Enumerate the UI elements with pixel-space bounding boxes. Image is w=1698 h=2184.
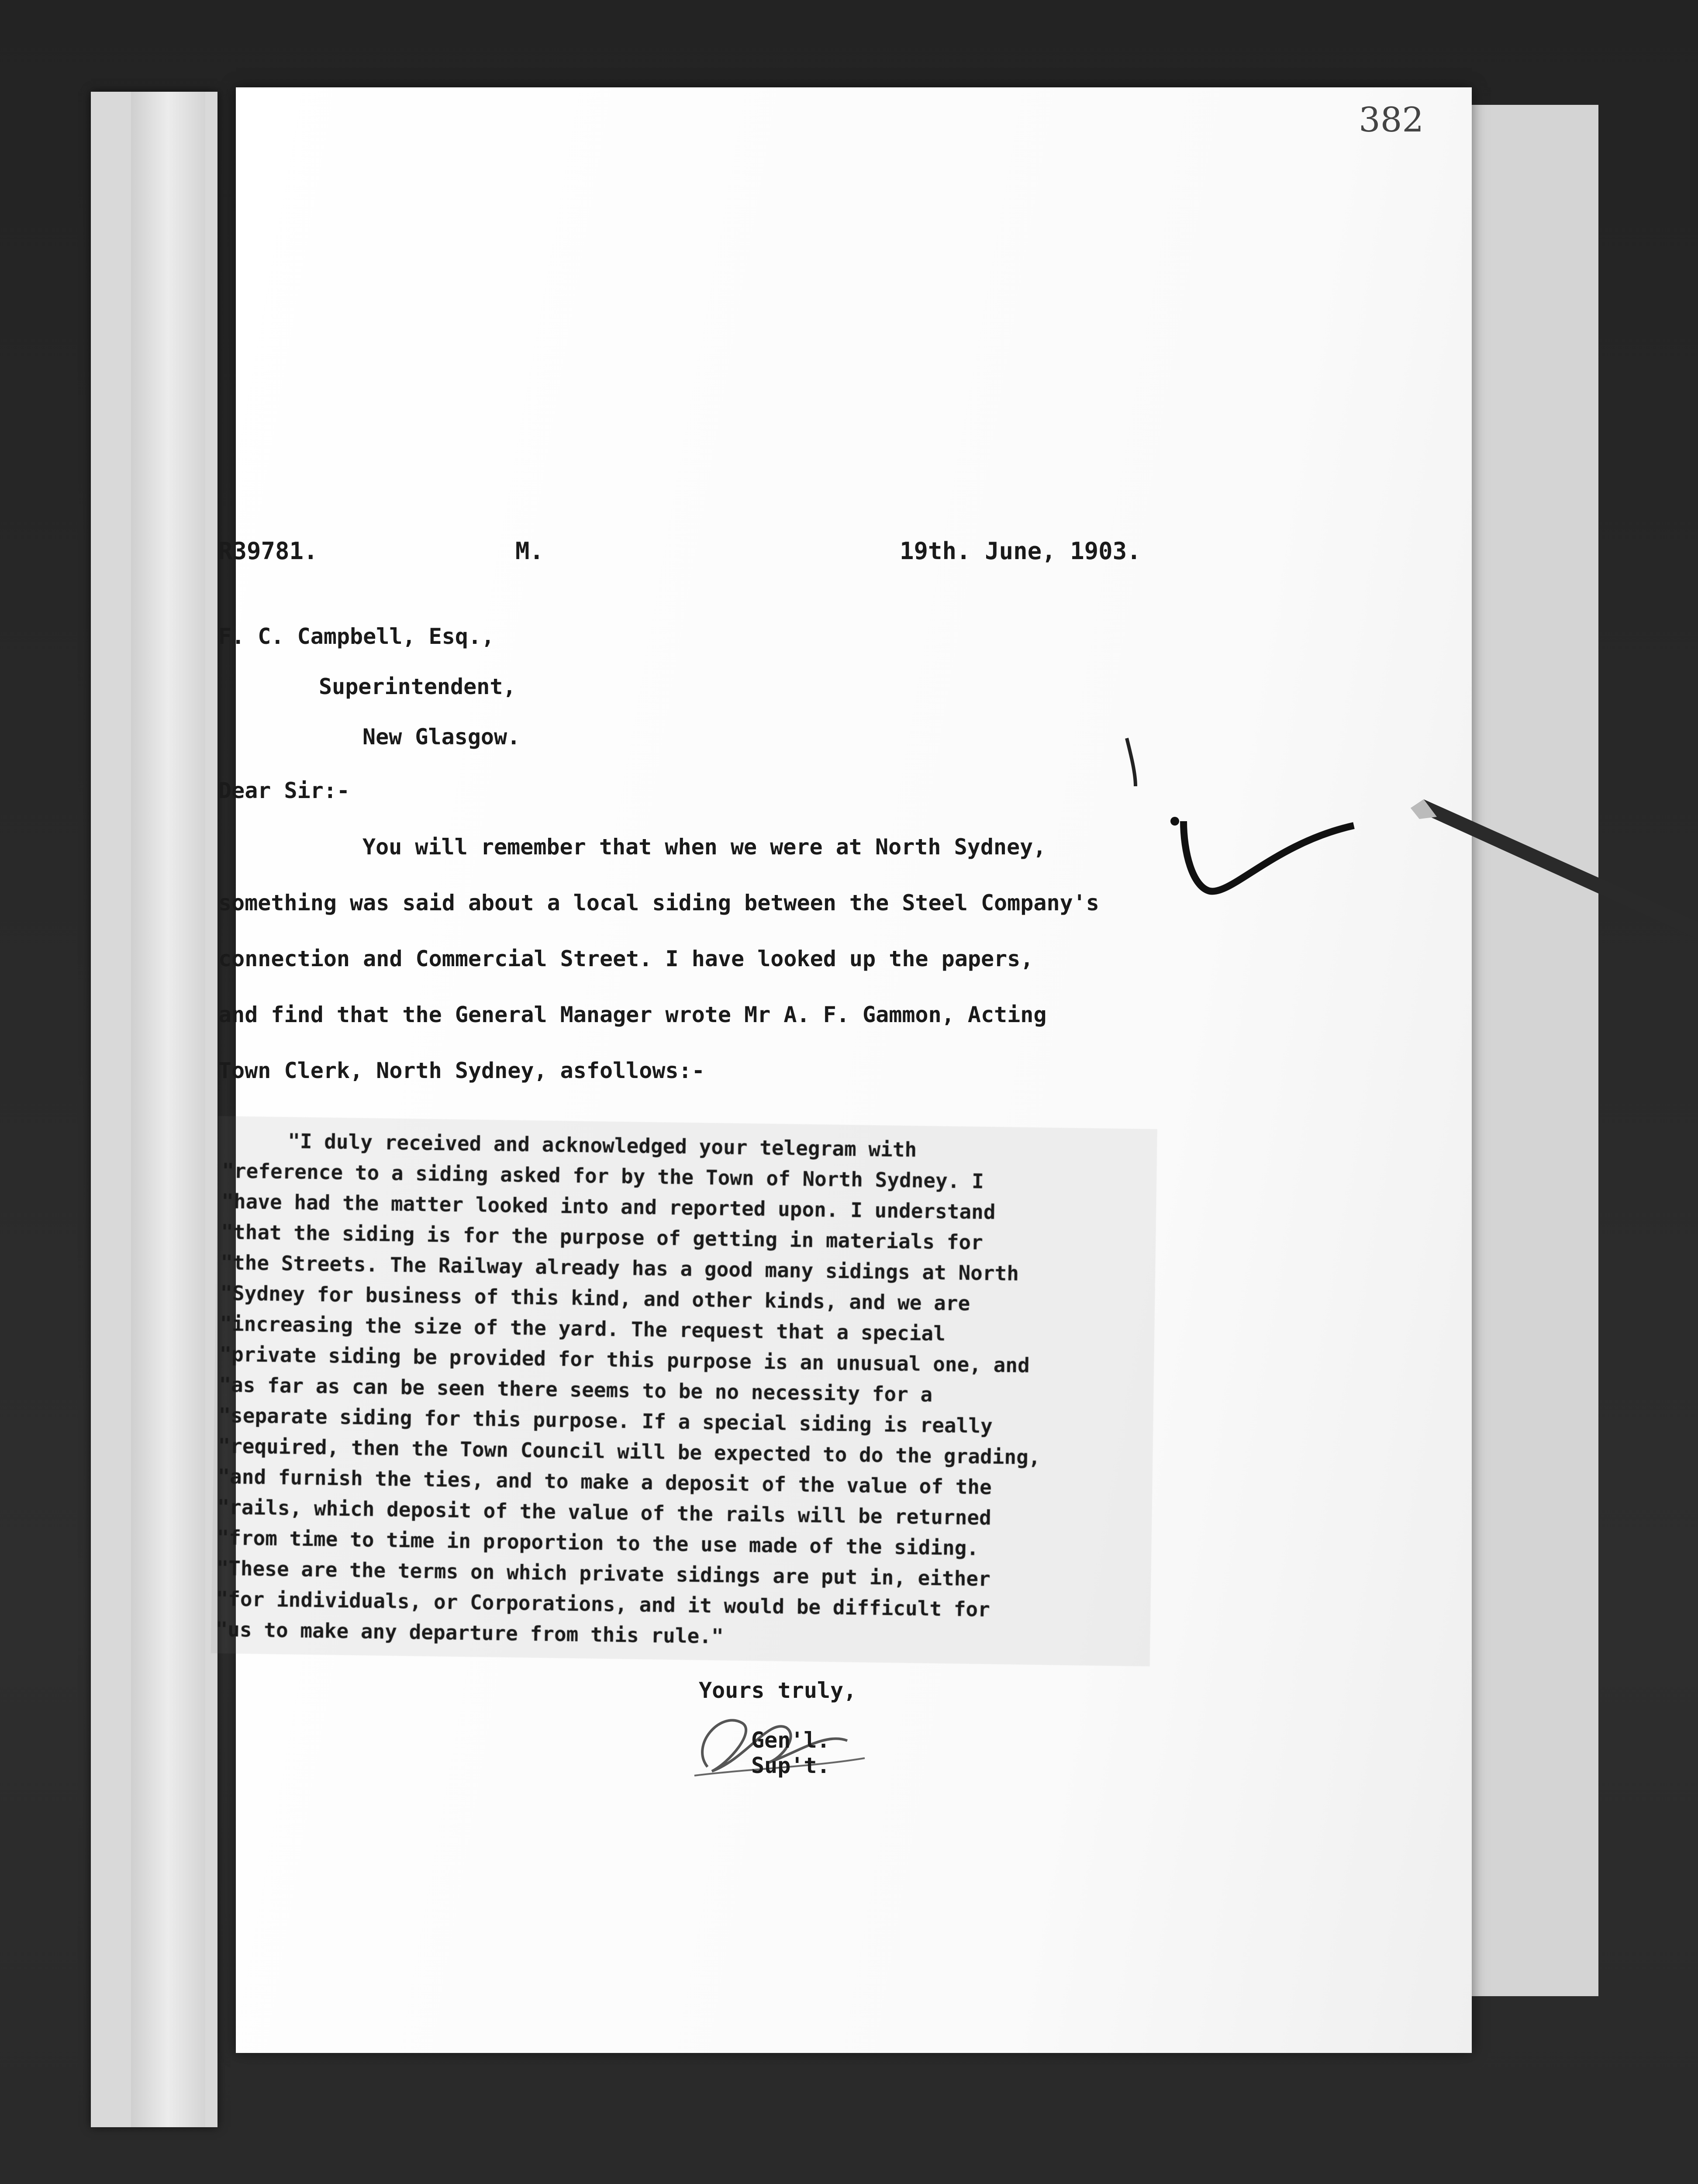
body-line: and find that the General Manager wrote Mr A. F. Gammon, Acting	[218, 1002, 1047, 1027]
body-paragraph	[218, 819, 1157, 1099]
quote-line: "for individuals, or Corporations, and it would be difficult for	[216, 1587, 990, 1621]
quote-line: "These are the terms on which private sidings are put in, either	[216, 1556, 991, 1591]
salutation: Dear Sir:-	[218, 778, 350, 803]
addressee-name: F. C. Campbell, Esq.,	[218, 624, 495, 649]
signature-block	[681, 1710, 900, 1784]
quote-line: "reference to a siding asked for by the Town of North Sydney. I	[221, 1159, 984, 1193]
quote-line: "have had the matter looked into and reported upon. I understand	[221, 1189, 996, 1224]
closing: Yours truly,	[699, 1678, 857, 1703]
quote-line: "that the siding is for the purpose of getting in materials for	[221, 1220, 984, 1254]
quoted-letter	[211, 1116, 1157, 1666]
quote-line: "from time to time in proportion to the use made of the siding.	[217, 1526, 979, 1560]
quote-line: "increasing the size of the yard. The request that a special	[219, 1312, 946, 1346]
body-line: something was said about a local siding between the Steel Company's	[218, 890, 1099, 916]
quote-line: "rails, which deposit of the value of the rails will be returned	[217, 1495, 992, 1530]
quote-line: "separate siding for this purpose. If a special siding is really	[218, 1403, 993, 1438]
letter-mark: M.	[515, 537, 544, 565]
addressee-title: Superintendent,	[319, 674, 516, 699]
letter-reference: R39781.	[218, 537, 318, 565]
addressee-block	[218, 612, 1157, 762]
quote-line: "private siding be provided for this purpose is an unusual one, and	[219, 1342, 1030, 1377]
letter-header	[218, 537, 1157, 577]
letter-content	[215, 537, 1157, 1784]
quote-line: "the Streets. The Railway already has a good many sidings at North	[220, 1251, 1019, 1286]
body-line: You will remember that when we were at North Sydney,	[362, 834, 1046, 860]
pen-icon	[1411, 799, 1698, 939]
folio-number: 382	[1359, 100, 1424, 140]
signatory-title: Gen'l. Sup't.	[751, 1728, 830, 1778]
quote-line: "us to make any departure from this rule."	[215, 1617, 724, 1648]
quote-line: "required, then the Town Council will be expected to do the grading,	[218, 1434, 1041, 1469]
body-line: connection and Commercial Street. I have looked up the papers,	[218, 946, 1034, 971]
letter-date: 19th. June, 1903.	[900, 537, 1141, 565]
quote-line: "I duly received and acknowledged your telegram with	[287, 1129, 917, 1162]
quote-line: "and furnish the ties, and to make a deposit of the value of the	[217, 1465, 992, 1499]
body-line: Town Clerk, North Sydney, asfollows:-	[218, 1058, 705, 1083]
addressee-place: New Glasgow.	[362, 724, 521, 750]
quote-line: "as far as can be seen there seems to be no necessity for a	[219, 1373, 933, 1406]
pen-mark-drawing	[1118, 721, 1363, 939]
binding-strip	[131, 92, 205, 2127]
quote-line: "Sydney for business of this kind, and other kinds, and we are	[220, 1281, 970, 1316]
